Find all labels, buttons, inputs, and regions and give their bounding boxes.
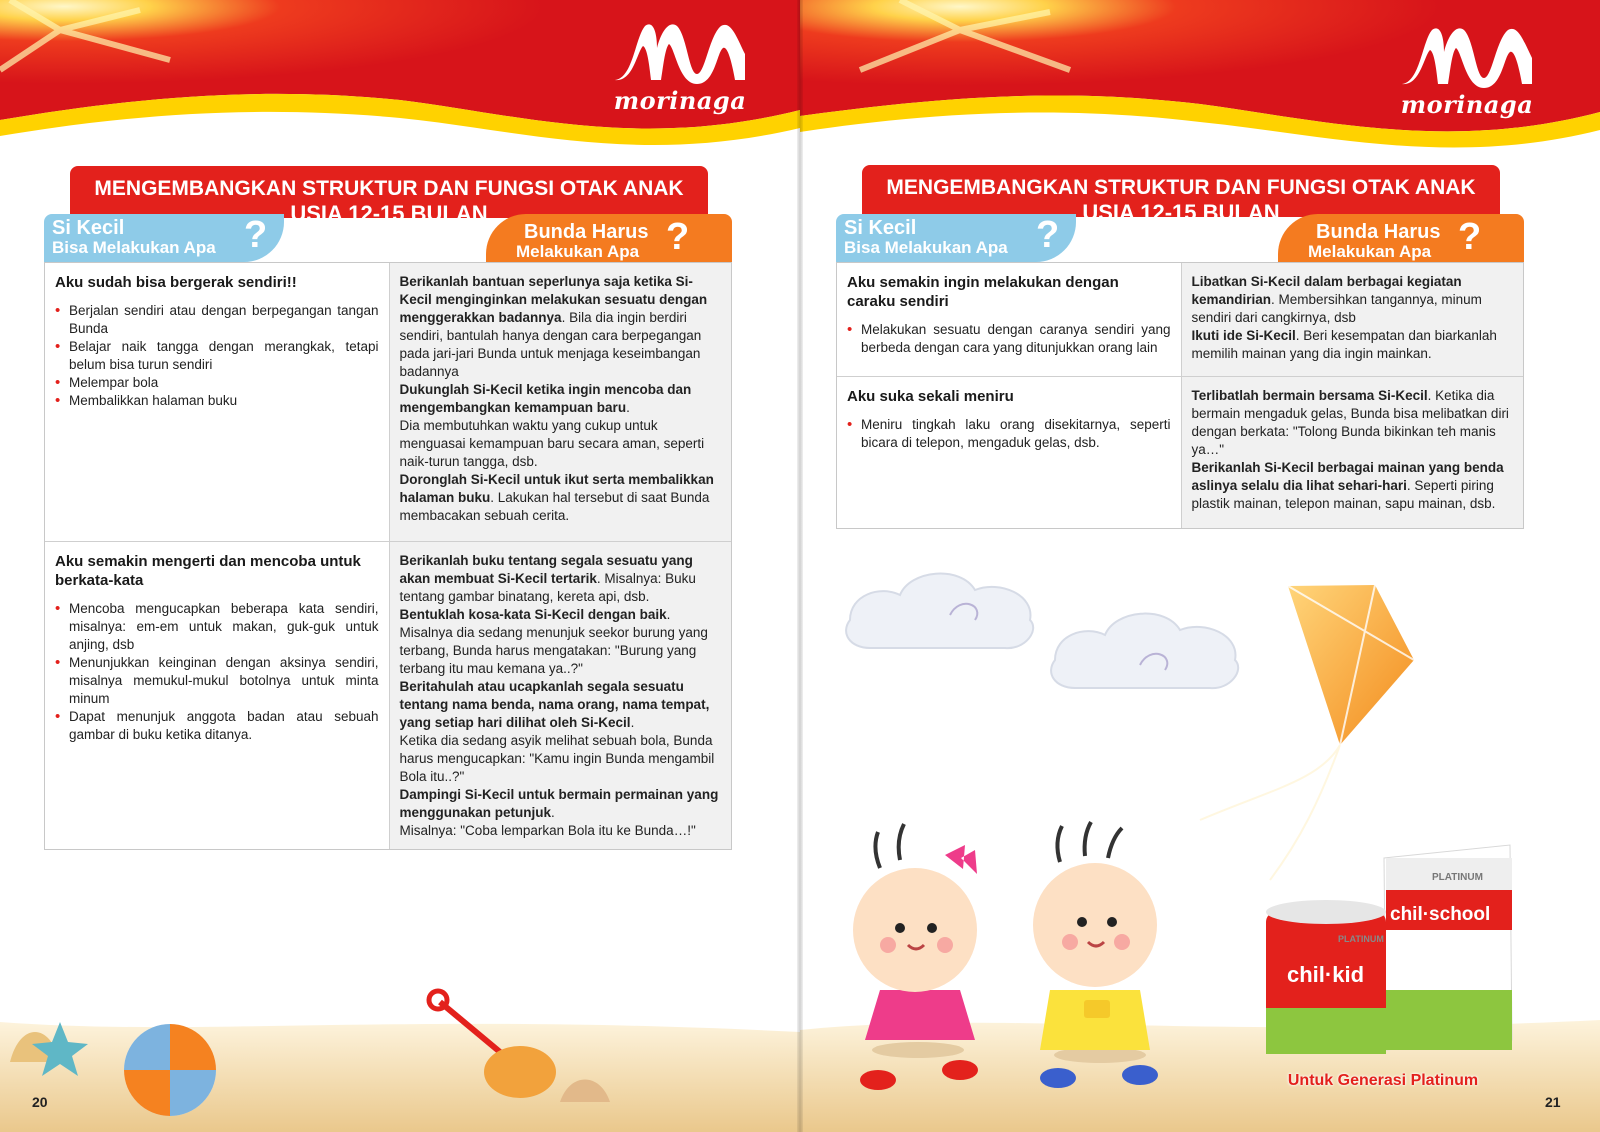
advice-paragraph [400, 273, 722, 381]
right-page [800, 0, 1600, 1132]
mother-advice-cell [390, 542, 732, 849]
advice-paragraph [400, 624, 722, 678]
list-item: • Menunjukkan keinginan dengan aksinya sendiri, misalnya memukul-mukul botolnya untuk minta minum [55, 654, 379, 708]
advice-text: . Bila dia ingin berdiri sendiri, bantulah hanya dengan cara berpegangan pada jari-jari Bunda untuk menjaga keseimbangan badannya [399, 310, 702, 379]
advice-bold: Ikuti ide Si-Kecil [1191, 328, 1296, 343]
advice-text: . [551, 805, 555, 820]
page-title-line1: MENGEMBANGKAN STRUKTUR DAN FUNGSI OTAK ANAK [94, 177, 684, 200]
advice-text: . Lakukan hal tersebut di saat Bunda membacakan sebuah cerita. [399, 490, 710, 523]
advice-paragraph [400, 732, 722, 786]
advice-bold: Berikanlah bantuan seperlunya saja ketika Si-Kecil menginginkan melakukan sesuatu dengan menggerakkan badannya [399, 274, 708, 325]
logo-text: morinaga [613, 86, 747, 115]
cell-title: Aku semakin ingin melakukan dengan caraku sendiri [847, 274, 1119, 310]
tab-bunda-line1: Bunda Harus [524, 221, 649, 243]
tab-si-kecil-line2: Bisa Melakukan Apa [844, 238, 1008, 257]
page-title-line2: USIA 12-15 BULAN [290, 201, 488, 226]
advice-text: . [626, 400, 630, 415]
ability-list [55, 600, 379, 744]
cloud-icon [846, 574, 1238, 689]
table-row [45, 263, 731, 541]
advice-text: . Seperti piring plastik mainan, telepon mainan, sapu mainan, dsb. [1191, 478, 1496, 511]
mother-advice-cell [390, 263, 732, 541]
list-item: • Meniru tingkah laku orang disekitarnya, seperti bicara di telepon, mengaduk gelas, dsb. [847, 416, 1171, 452]
tab-bunda-line1: Bunda Harus [1316, 221, 1441, 243]
advice-text: . [666, 607, 671, 622]
table-row [45, 541, 731, 849]
tab-si-kecil-line1: Si Kecil [844, 217, 917, 239]
advice-bold: Beritahulah atau ucapkanlah segala sesuatu tentang nama benda, nama orang, nama tempat, yang setiap hari dilihat oleh Si-Kecil [399, 679, 710, 730]
advice-text: . Ketika dia bermain mengaduk gelas, Bunda bisa melibatkan diri dengan berkata: "Tolong Bunda bikinkan teh manis ya…" [1191, 388, 1509, 457]
advice-bold: Berikanlah Si-Kecil berbagai mainan yang benda aslinya selalu dia lihat sehari-hari [1191, 460, 1504, 493]
tab-bunda [486, 214, 732, 262]
page-number: 21 [1545, 1094, 1561, 1110]
beach-ball-icon [124, 1024, 216, 1116]
advice-paragraph [400, 678, 722, 732]
book-spine [797, 0, 803, 1132]
cell-title: Aku semakin mengerti dan mencoba untuk berkata-kata [55, 553, 361, 589]
advice-bold: Libatkan Si-Kecil dalam berbagai kegiatan kemandirian [1191, 274, 1462, 307]
child-ability-cell [45, 542, 390, 849]
list-item: • Dapat menunjuk anggota badan atau sebuah gambar di buku ketika ditanya. [55, 708, 379, 744]
advice-bold: Berikanlah buku tentang segala sesuatu yang akan membuat Si-Kecil tertarik [399, 553, 693, 586]
list-item: • Belajar naik tangga dengan merangkak, tetapi belum bisa turun sendiri [55, 338, 379, 374]
box-tier-label: PLATINUM [1432, 872, 1483, 883]
tab-bunda-line2: Melakukan Apa [516, 242, 640, 261]
question-mark-icon: ? [1458, 216, 1482, 258]
advice-text: Misalnya dia sedang menunjuk seekor burung yang terbang, Bunda harus mengatakan: "Burung yang terbang itu mau kemana ya..?" [399, 625, 708, 676]
advice-text: . [630, 715, 635, 730]
advice-bold: Terlibatlah bermain bersama Si-Kecil [1191, 388, 1428, 403]
tab-si-kecil-line2: Bisa Melakukan Apa [52, 238, 216, 257]
cell-title: Aku suka sekali meniru [847, 388, 1014, 405]
advice-paragraph [400, 417, 722, 471]
page-title-line2: USIA 12-15 BULAN [1082, 200, 1280, 225]
cell-title: Aku sudah bisa bergerak sendiri!! [55, 274, 297, 291]
list-item: • Berjalan sendiri atau dengan berpegangan tangan Bunda [55, 302, 379, 338]
ability-list [55, 302, 379, 410]
tab-bunda-line2: Melakukan Apa [1308, 242, 1432, 261]
box-brand-label: chil·school [1390, 904, 1491, 925]
advice-paragraph [400, 786, 722, 822]
activity-table [44, 262, 732, 850]
tab-si-kecil-line1: Si Kecil [52, 217, 125, 239]
kite-icon [1200, 585, 1414, 880]
list-item: • Mencoba mengucapkan beberapa kata sendiri, misalnya: em-em untuk makan, guk-guk untuk anjing, dsb [55, 600, 379, 654]
can-tier-label: PLATINUM [1338, 934, 1384, 944]
question-mark-icon: ? [1036, 214, 1060, 256]
question-mark-icon: ? [244, 214, 268, 256]
list-item: • Melakukan sesuatu dengan caranya sendiri yang berbeda dengan cara yang ditunjukkan orang lain [847, 321, 1171, 357]
page-title-banner [70, 166, 708, 226]
beach-sand-illustration [0, 982, 800, 1132]
advice-bold: Dampingi Si-Kecil untuk bermain permainan yang menggunakan petunjuk [399, 787, 719, 820]
page-number: 20 [32, 1094, 48, 1110]
page-title-line1: MENGEMBANGKAN STRUKTUR DAN FUNGSI OTAK ANAK [886, 176, 1476, 199]
advice-text: . Membersihkan tangannya, minum sendiri dari cangkirnya, dsb [1191, 292, 1482, 325]
advice-text: Misalnya: "Coba lemparkan Bola itu ke Bunda…!" [399, 823, 696, 838]
advice-text: Dia membutuhkan waktu yang cukup untuk menguasai kemampuan baru secara aman, seperti naik-turun tangga, dsb. [399, 418, 705, 469]
advice-paragraph [400, 606, 722, 624]
advice-paragraph [400, 822, 722, 840]
can-brand-label: chil·kid [1287, 962, 1365, 987]
question-mark-icon: ? [666, 216, 690, 258]
advice-bold: Bentuklah kosa-kata Si-Kecil dengan baik [399, 607, 667, 622]
logo-text: morinaga [1400, 90, 1534, 119]
child-ability-cell [45, 263, 390, 541]
morinaga-logo [605, 18, 755, 118]
list-item: • Membalikkan halaman buku [55, 392, 379, 410]
advice-bold: Doronglah Si-Kecil untuk ikut serta membalikkan halaman buku [399, 472, 714, 505]
advice-text: Ketika dia sedang asyik melihat sebuah bola, Bunda harus mengucapkan: "Kamu ingin Bunda mengambil Bola itu..?" [399, 733, 715, 784]
boy-character-icon [1033, 822, 1158, 1088]
advice-paragraph [400, 381, 722, 417]
kids-illustration [800, 0, 1600, 1132]
tab-si-kecil [44, 214, 284, 262]
advice-bold: Dukunglah Si-Kecil ketika ingin mencoba dan mengembangkan kemampuan baru [399, 382, 692, 415]
advice-paragraph [400, 471, 722, 525]
advice-paragraph [400, 552, 722, 606]
product-caption: Untuk Generasi Platinum [1287, 1072, 1479, 1089]
advice-text: . Beri kesempatan dan biarkanlah memilih mainan yang dia ingin mainkan. [1191, 328, 1497, 361]
list-item: • Melempar bola [55, 374, 379, 392]
advice-text: . Misalnya: Buku tentang gambar binatang, kereta api, dsb. [399, 571, 696, 604]
